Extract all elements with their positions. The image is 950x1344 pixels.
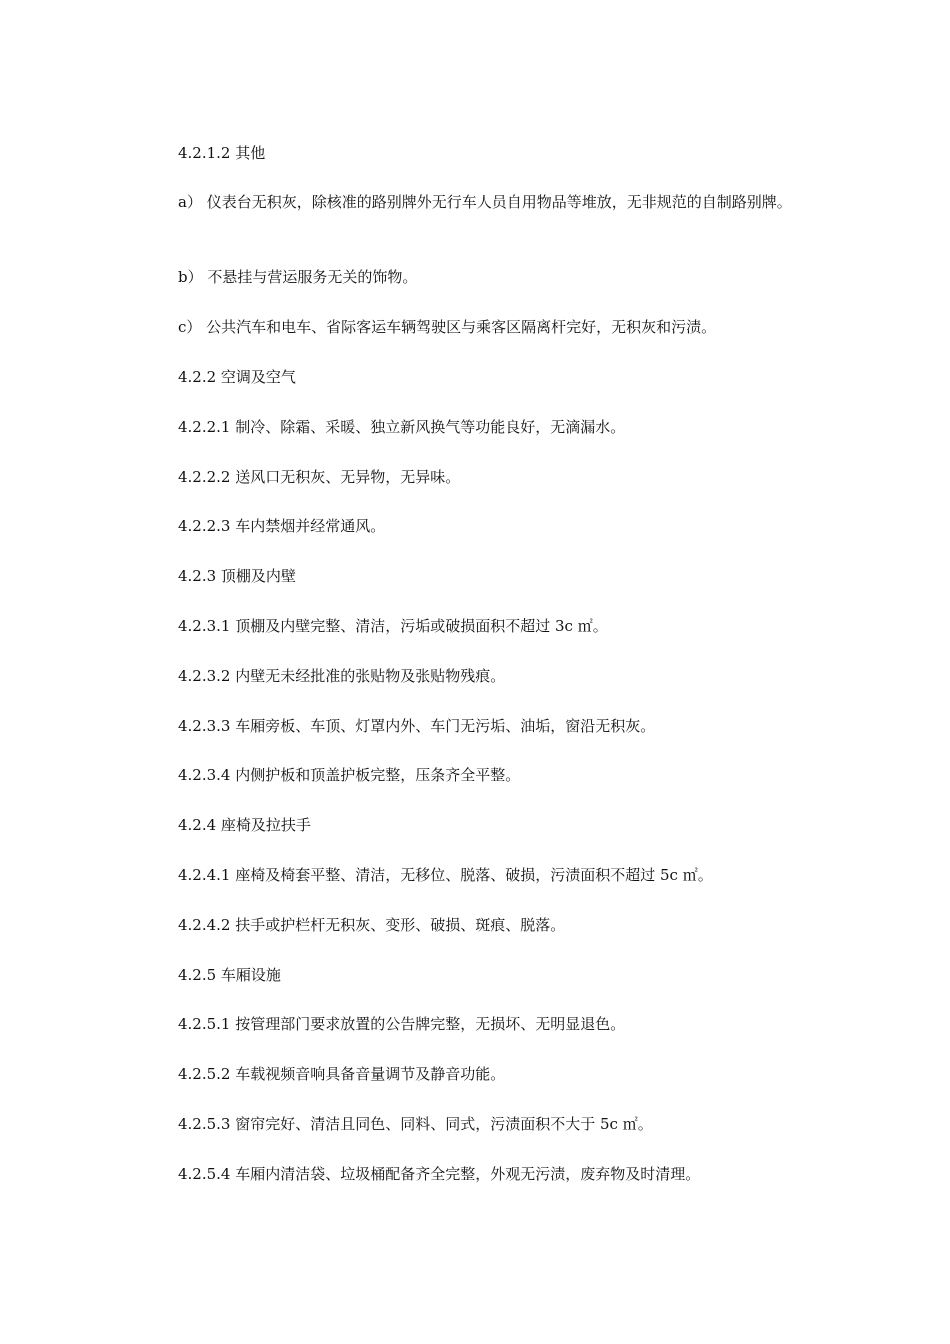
paragraph-item-b: b） 不悬挂与营运服务无关的饰物。 (178, 268, 418, 286)
paragraph-4-2-5-3: 4.2.5.3 窗帘完好、清洁且同色、同料、同式，污渍面积不大于 5c ㎡。 (178, 1115, 653, 1133)
paragraph-4-2-3-2: 4.2.3.2 内壁无未经批准的张贴物及张贴物残痕。 (178, 667, 506, 685)
paragraph-item-a: a） 仪表台无积灰，除核准的路别牌外无行车人员自用物品等堆放，无非规范的自制路别牌。 (178, 193, 792, 211)
paragraph-4-2-3-1: 4.2.3.1 顶棚及内壁完整、清洁，污垢或破损面积不超过 3c ㎡。 (178, 617, 608, 635)
paragraph-4-2-2-2: 4.2.2.2 送风口无积灰、无异物，无异味。 (178, 468, 461, 486)
section-heading-4-2-3: 4.2.3 顶棚及内壁 (178, 567, 296, 585)
paragraph-4-2-5-2: 4.2.5.2 车载视频音响具备音量调节及静音功能。 (178, 1065, 506, 1083)
paragraph-4-2-2-1: 4.2.2.1 制冷、除霜、采暖、独立新风换气等功能良好，无滴漏水。 (178, 418, 626, 436)
paragraph-4-2-3-4: 4.2.3.4 内侧护板和顶盖护板完整，压条齐全平整。 (178, 766, 521, 784)
paragraph-item-c: c） 公共汽车和电车、省际客运车辆驾驶区与乘客区隔离杆完好，无积灰和污渍。 (178, 318, 717, 336)
paragraph-4-2-4-1: 4.2.4.1 座椅及椅套平整、清洁，无移位、脱落、破损，污渍面积不超过 5c ㎡。 (178, 866, 713, 884)
paragraph-4-2-2-3: 4.2.2.3 车内禁烟并经常通风。 (178, 517, 386, 535)
paragraph-4-2-4-2: 4.2.4.2 扶手或护栏杆无积灰、变形、破损、斑痕、脱落。 (178, 916, 566, 934)
section-heading-4-2-2: 4.2.2 空调及空气 (178, 368, 296, 386)
paragraph-4-2-3-3: 4.2.3.3 车厢旁板、车顶、灯罩内外、车门无污垢、油垢，窗沿无积灰。 (178, 717, 656, 735)
paragraph-4-2-5-4: 4.2.5.4 车厢内清洁袋、垃圾桶配备齐全完整，外观无污渍，废弃物及时清理。 (178, 1165, 701, 1183)
section-heading-4-2-5: 4.2.5 车厢设施 (178, 966, 281, 984)
paragraph-4-2-5-1: 4.2.5.1 按管理部门要求放置的公告牌完整，无损坏、无明显退色。 (178, 1015, 626, 1033)
section-heading-4-2-4: 4.2.4 座椅及拉扶手 (178, 816, 311, 834)
section-heading-4-2-1-2: 4.2.1.2 其他 (178, 144, 266, 162)
